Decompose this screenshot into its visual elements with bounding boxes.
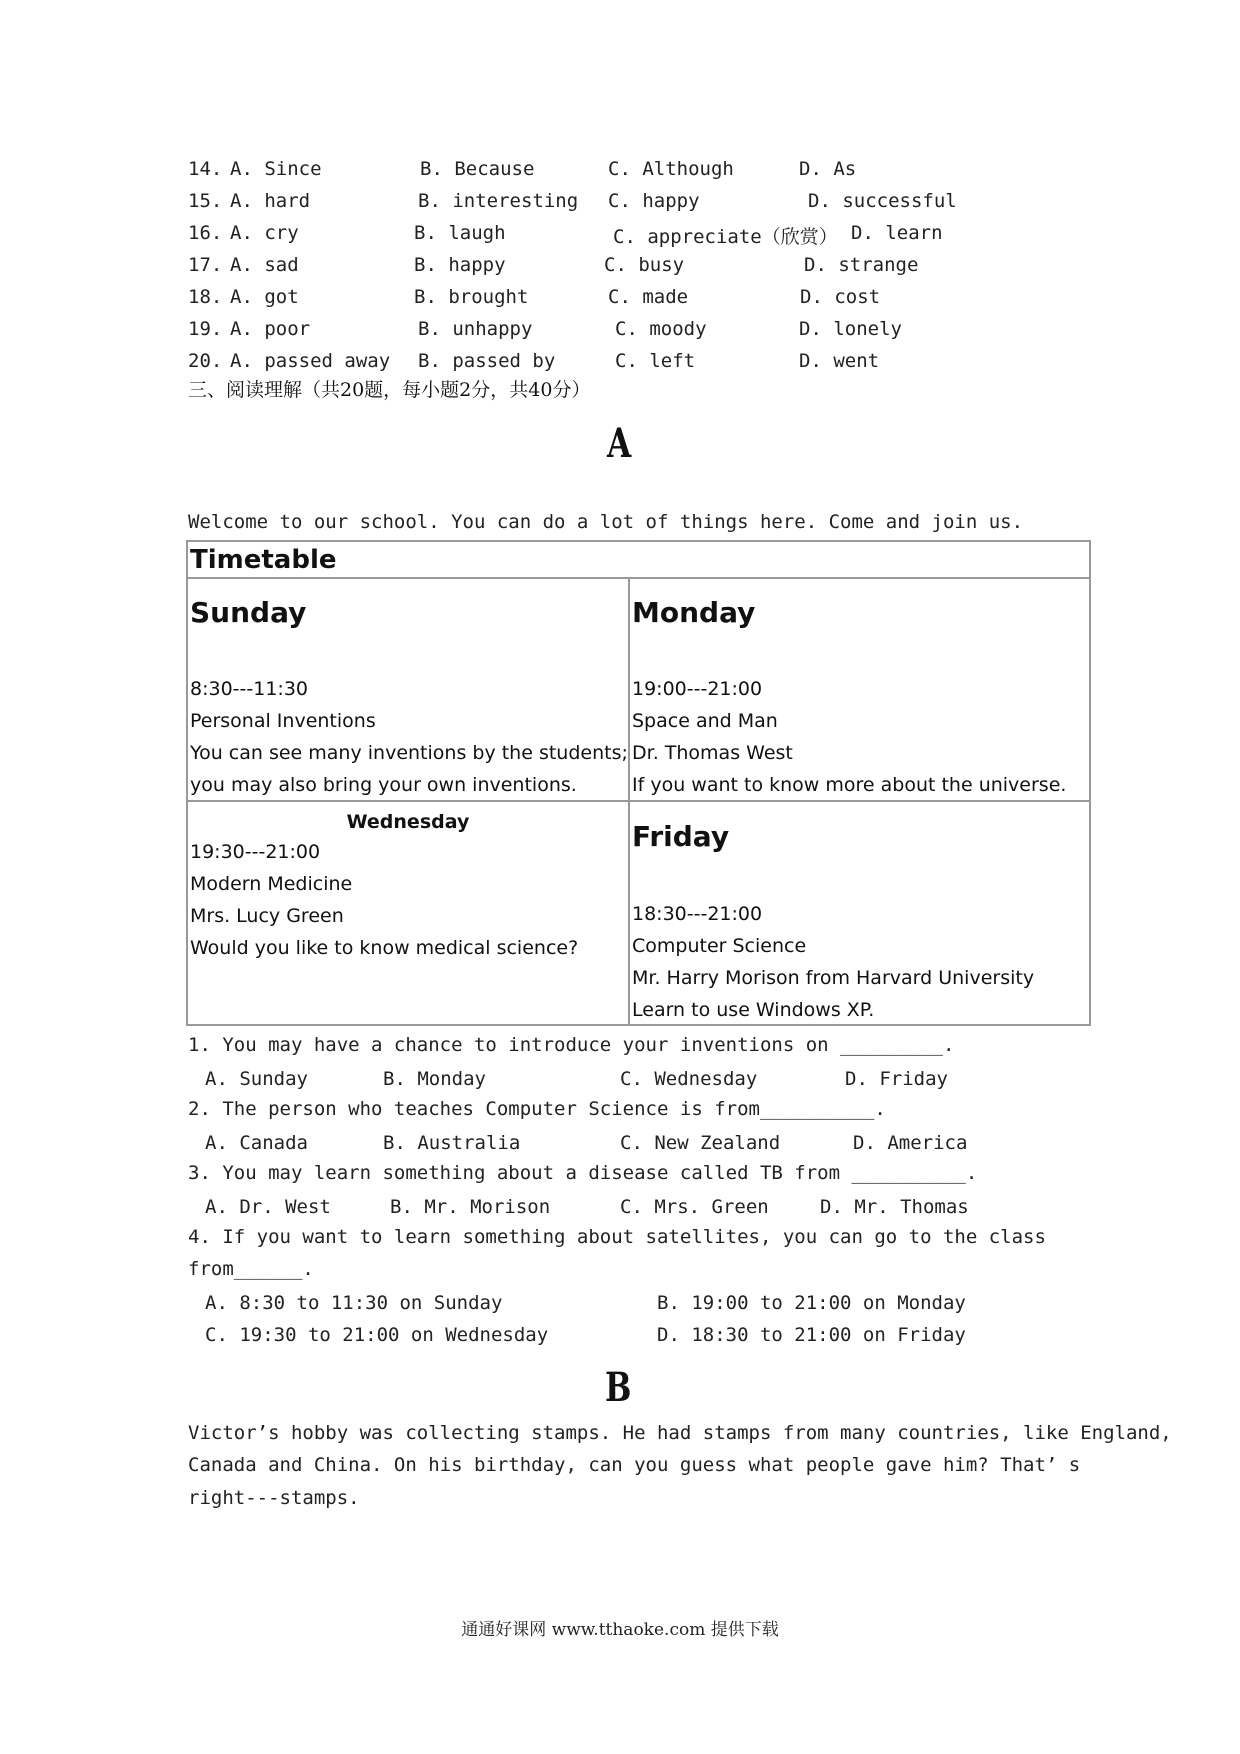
option-a: A. got: [230, 286, 299, 308]
section-heading: 三、阅读理解（共20题，每小题2分，共40分）: [188, 379, 591, 401]
timetable-title: Timetable: [190, 545, 337, 575]
option-row-19: [188, 318, 1088, 342]
option-d: D. learn: [851, 222, 943, 244]
wednesday-heading: Wednesday: [346, 811, 470, 833]
option-a: A. Sunday: [205, 1068, 308, 1090]
friday-line2: Learn to use Windows XP.: [632, 999, 875, 1021]
passage-a-letter: A: [607, 420, 632, 467]
option-number: 20.: [188, 350, 223, 372]
sunday-heading: Sunday: [190, 596, 307, 629]
option-c: C. made: [608, 286, 689, 308]
wednesday-title: Modern Medicine: [190, 873, 353, 895]
option-row-15: [188, 190, 1088, 214]
option-b: B. Because: [420, 158, 535, 180]
option-row-16: [188, 222, 1088, 246]
timetable-divider: [628, 577, 630, 1024]
option-number: 14.: [188, 158, 223, 180]
timetable: [186, 540, 1091, 1026]
question-options: [205, 1324, 1105, 1348]
option-number: 18.: [188, 286, 223, 308]
passage-b-line: right---stamps.: [188, 1487, 360, 1509]
question-options: [205, 1196, 1105, 1220]
option-d: D. strange: [804, 254, 919, 276]
option-c: C. appreciate（欣赏）: [613, 226, 838, 248]
option-b: B. laugh: [414, 222, 506, 244]
wednesday-line2: Would you like to know medical science?: [190, 937, 579, 959]
option-c: C. Although: [608, 158, 734, 180]
option-d: D. successful: [808, 190, 957, 212]
question-stem-continued: from______.: [188, 1258, 314, 1280]
friday-heading: Friday: [632, 820, 730, 853]
wednesday-line1: Mrs. Lucy Green: [190, 905, 344, 927]
sunday-time: 8:30---11:30: [190, 678, 308, 700]
monday-time: 19:00---21:00: [632, 678, 763, 700]
page-footer: 通通好课网 www.tthaoke.com 提供下载: [461, 1620, 779, 1640]
option-d: D. 18:30 to 21:00 on Friday: [657, 1324, 966, 1346]
timetable-divider: [188, 577, 1089, 579]
monday-title: Space and Man: [632, 710, 778, 732]
friday-time: 18:30---21:00: [632, 903, 763, 925]
option-c: C. busy: [604, 254, 685, 276]
sunday-line2: you may also bring your own inventions.: [190, 774, 577, 796]
passage-b-line: Canada and China. On his birthday, can you guess what people gave him? That’ s: [188, 1454, 1081, 1476]
option-d: D. As: [799, 158, 857, 180]
option-d: D. lonely: [799, 318, 902, 340]
option-d: D. Friday: [845, 1068, 948, 1090]
option-d: D. Mr. Thomas: [820, 1196, 969, 1218]
question-stem: 2. The person who teaches Computer Science is from__________.: [188, 1098, 886, 1120]
passage-b-letter: B: [605, 1364, 632, 1411]
option-a: A. cry: [230, 222, 299, 244]
passage-b-line: Victor’s hobby was collecting stamps. He had stamps from many countries, like England,: [188, 1422, 1172, 1444]
timetable-divider: [188, 800, 1089, 802]
option-a: A. sad: [230, 254, 299, 276]
friday-title: Computer Science: [632, 935, 807, 957]
option-d: D. went: [799, 350, 880, 372]
option-a: A. 8:30 to 11:30 on Sunday: [205, 1292, 503, 1314]
wednesday-time: 19:30---21:00: [190, 841, 321, 863]
option-a: A. passed away: [230, 350, 391, 372]
option-d: D. America: [853, 1132, 968, 1154]
option-c: C. 19:30 to 21:00 on Wednesday: [205, 1324, 549, 1346]
option-c: C. moody: [615, 318, 707, 340]
option-number: 17.: [188, 254, 223, 276]
option-b: B. interesting: [418, 190, 579, 212]
option-number: 16.: [188, 222, 223, 244]
monday-line2: If you want to know more about the universe.: [632, 774, 1067, 796]
option-b: B. passed by: [418, 350, 556, 372]
question-stem: 3. You may learn something about a disease called TB from __________.: [188, 1162, 978, 1184]
option-a: A. Dr. West: [205, 1196, 331, 1218]
option-row-18: [188, 286, 1088, 310]
option-a: A. Since: [230, 158, 322, 180]
option-d: D. cost: [800, 286, 881, 308]
option-c: C. left: [615, 350, 696, 372]
option-c: C. Wednesday: [620, 1068, 758, 1090]
option-b: B. Monday: [383, 1068, 486, 1090]
option-a: A. poor: [230, 318, 311, 340]
question-options: [205, 1292, 1105, 1316]
option-c: C. Mrs. Green: [620, 1196, 769, 1218]
option-b: B. brought: [414, 286, 529, 308]
question-options: [205, 1132, 1105, 1156]
option-b: B. happy: [414, 254, 506, 276]
friday-line1: Mr. Harry Morison from Harvard University: [632, 967, 1035, 989]
option-a: A. hard: [230, 190, 311, 212]
question-options: [205, 1068, 1105, 1092]
sunday-line1: You can see many inventions by the students;: [190, 742, 628, 764]
option-b: B. unhappy: [418, 318, 533, 340]
option-row-17: [188, 254, 1088, 278]
option-a: A. Canada: [205, 1132, 308, 1154]
monday-line1: Dr. Thomas West: [632, 742, 793, 764]
question-stem: 1. You may have a chance to introduce your inventions on _________.: [188, 1034, 955, 1056]
option-b: B. Mr. Morison: [390, 1196, 551, 1218]
option-number: 19.: [188, 318, 223, 340]
option-row-14: [188, 158, 1088, 182]
monday-heading: Monday: [632, 596, 756, 629]
option-row-20: [188, 350, 1088, 374]
option-c: C. New Zealand: [620, 1132, 781, 1154]
sunday-title: Personal Inventions: [190, 710, 376, 732]
question-stem: 4. If you want to learn something about satellites, you can go to the class: [188, 1226, 1046, 1248]
option-number: 15.: [188, 190, 223, 212]
option-b: B. Australia: [383, 1132, 521, 1154]
option-b: B. 19:00 to 21:00 on Monday: [657, 1292, 966, 1314]
passage-a-intro: Welcome to our school. You can do a lot of things here. Come and join us.: [188, 511, 1024, 533]
option-c: C. happy: [608, 190, 700, 212]
